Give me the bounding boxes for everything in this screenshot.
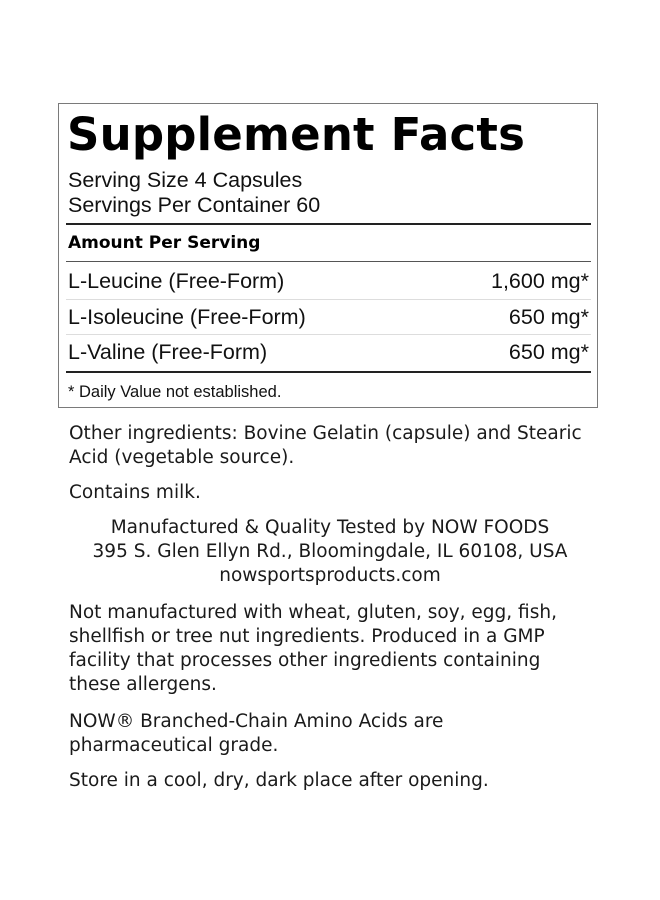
ingredient-row — [66, 299, 591, 335]
supplement-facts-panel — [58, 103, 598, 408]
text-line: Not manufactured with wheat, gluten, soy, egg, fish, — [69, 602, 557, 623]
grade-statement — [69, 710, 609, 758]
text-line: NOW® Branched-Chain Amino Acids are — [69, 711, 444, 732]
ingredient-amount: 650 mg* — [508, 340, 589, 364]
text-line: facility that processes other ingredients containing — [69, 650, 541, 671]
text-line: these allergens. — [69, 674, 217, 695]
manufacturer-website: nowsportsproducts.com — [219, 565, 441, 586]
ingredient-name: L-Isoleucine (Free-Form) — [68, 305, 306, 329]
serving-size: Serving Size 4 Capsules — [68, 168, 303, 192]
ingredient-name: L-Leucine (Free-Form) — [68, 269, 285, 293]
text-line: Acid (vegetable source). — [69, 447, 295, 468]
manufacturer-info — [60, 516, 600, 588]
contains-statement: Contains milk. — [69, 482, 201, 503]
ingredient-name: L-Valine (Free-Form) — [68, 340, 268, 364]
divider-thick — [66, 223, 591, 225]
text-line: Other ingredients: Bovine Gelatin (capsule) and Stearic — [69, 423, 582, 444]
ingredient-amount: 1,600 mg* — [490, 269, 589, 293]
ingredient-row — [66, 334, 591, 370]
facts-title: Supplement Facts — [67, 108, 526, 161]
manufacturer-address: 395 S. Glen Ellyn Rd., Bloomingdale, IL 60108, USA — [92, 541, 568, 562]
divider — [66, 261, 591, 262]
text-line: shellfish or tree nut ingredients. Produced in a GMP — [69, 626, 545, 647]
daily-value-footnote: * Daily Value not established. — [68, 383, 282, 401]
text-line: pharmaceutical grade. — [69, 735, 279, 756]
ingredient-row — [66, 264, 591, 299]
storage-instructions: Store in a cool, dry, dark place after opening. — [69, 770, 489, 791]
amount-per-serving-header: Amount Per Serving — [68, 233, 261, 253]
other-ingredients — [69, 422, 609, 470]
manufacturer-name: Manufactured & Quality Tested by NOW FOODS — [110, 517, 550, 538]
servings-per-container: Servings Per Container 60 — [68, 193, 321, 217]
allergen-statement — [69, 601, 609, 697]
ingredient-amount: 650 mg* — [508, 305, 589, 329]
divider-thick — [66, 371, 591, 373]
